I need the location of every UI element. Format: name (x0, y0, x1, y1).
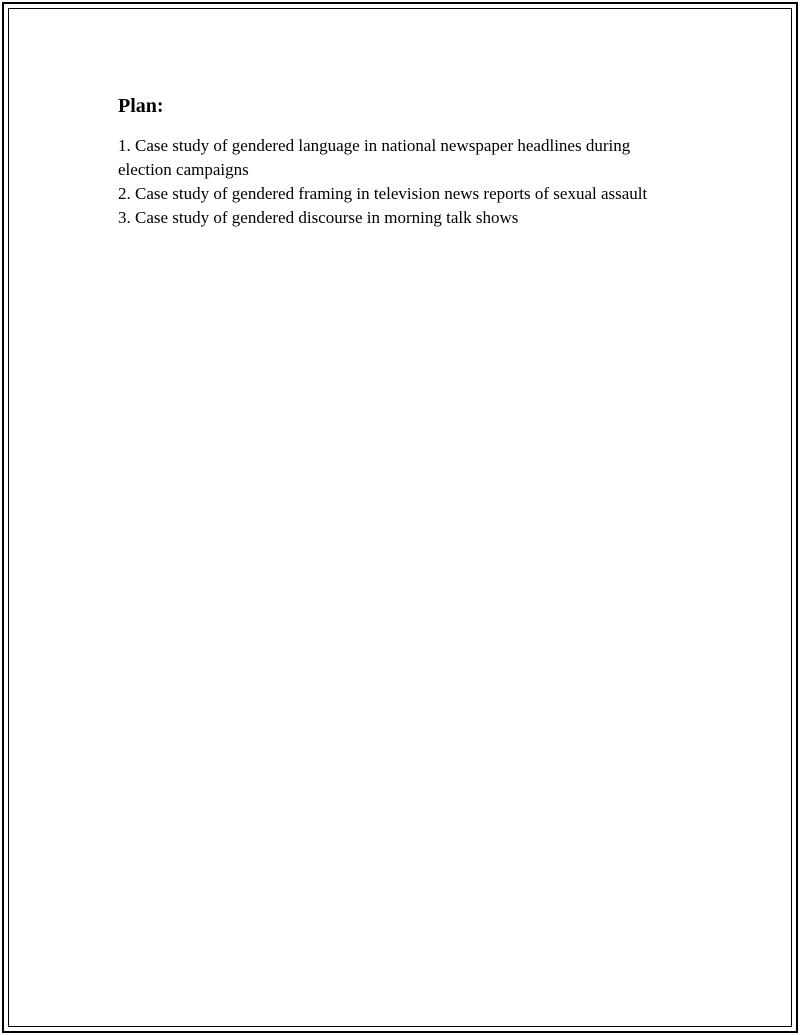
document-body (118, 92, 688, 230)
plan-item-3: 3. Case study of gendered discourse in morning talk shows (118, 208, 519, 227)
plan-list (118, 134, 688, 230)
plan-item-2: 2. Case study of gendered framing in television news reports of sexual assault (118, 184, 648, 203)
plan-item-1: 1. Case study of gendered language in national newspaper headlines during election campaigns (118, 136, 631, 179)
plan-heading: Plan: (118, 95, 164, 117)
